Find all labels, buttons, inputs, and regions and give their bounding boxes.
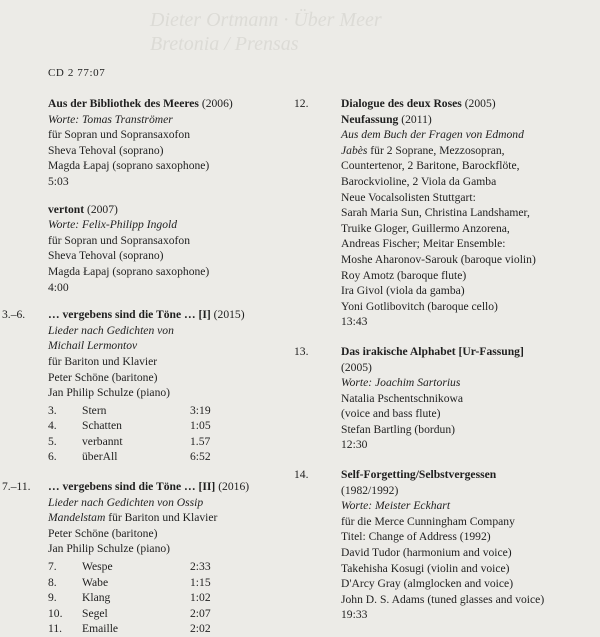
credit-line: Takehisha Kosugi (violin and voice): [341, 561, 510, 575]
bleed-through-line: Bretonia / Prensas: [150, 33, 299, 55]
track-row: 5. verbannt 1.57: [48, 434, 211, 448]
duration: 4:00: [48, 280, 69, 294]
track-entry: [2, 307, 293, 465]
instrumentation: Jabès für 2 Soprane, Mezzosopran,: [341, 143, 505, 157]
duration: 13:43: [341, 315, 368, 329]
track-number: 7.–11.: [2, 480, 31, 494]
cd-header: CD 2 77:07: [48, 67, 106, 79]
performer: Sheva Tehoval (soprano): [48, 143, 164, 157]
track-entry: [2, 479, 293, 637]
lyricist: Lieder nach Gedichten von: [48, 323, 174, 337]
work-title: vertont (2007): [48, 202, 118, 216]
right-column: [294, 96, 576, 623]
duration: 19:33: [341, 608, 368, 622]
bleed-through-line: Dieter Ortmann · Über Meer: [150, 9, 382, 31]
track-row: 8. Wabe 1:15: [48, 575, 211, 589]
lyricist: Aus dem Buch der Fragen von Edmond: [341, 128, 524, 142]
lyricist: Worte: Meister Eckhart: [341, 499, 451, 513]
credit-line: (voice and bass flute): [341, 407, 441, 421]
performer: Jan Philip Schulze (piano): [48, 542, 171, 556]
work-title: Aus der Bibliothek des Meeres (2006): [48, 97, 233, 110]
duration: 5:03: [48, 174, 69, 188]
instrumentation: für Bariton und Klavier: [48, 354, 158, 368]
track-row: 7. Wespe 2:33: [48, 560, 211, 574]
work-title: Self-Forgetting/Selbstvergessen: [341, 468, 497, 482]
track-list: [48, 403, 293, 465]
left-column: [2, 96, 293, 637]
duration: 12:30: [341, 438, 368, 452]
lyricist: Michail Lermontov: [48, 339, 138, 353]
credit-line: Truike Gloger, Guillermo Anzorena,: [341, 221, 510, 235]
credit-line: Sarah Maria Sun, Christina Landshamer,: [341, 206, 530, 220]
credit-line: David Tudor (harmonium and voice): [341, 546, 512, 560]
track-row: 4. Schatten 1:05: [48, 419, 211, 433]
credit-line: Natalia Pschentschnikowa: [341, 391, 464, 405]
work-title: Das irakische Alphabet [Ur-Fassung]: [341, 344, 524, 358]
track-number: 13.: [294, 344, 309, 358]
bleed-through-text: [150, 8, 570, 68]
track-entry: [294, 96, 576, 330]
credit-line: Yoni Gotlibovitch (baroque cello): [341, 299, 498, 313]
work-year: (1982/1992): [341, 483, 399, 497]
work-title: Dialogue des deux Roses (2005): [341, 97, 496, 110]
performer: Magda Łapaj (soprano saxophone): [48, 159, 210, 173]
credit-line: Ira Givol (viola da gamba): [341, 284, 465, 298]
lyricist: Lieder nach Gedichten von Ossip: [48, 495, 204, 509]
credit-line: Roy Amotz (baroque flute): [341, 268, 467, 282]
lyricist: Worte: Joachim Sartorius: [341, 376, 461, 390]
track-row: 9. Klang 1:02: [48, 591, 211, 605]
performer: Peter Schöne (baritone): [48, 526, 158, 540]
credit-line: Countertenor, 2 Baritone, Barockflöte,: [341, 159, 520, 173]
credit-line: Stefan Bartling (bordun): [341, 422, 455, 436]
performer: Peter Schöne (baritone): [48, 370, 158, 384]
track-row: 10. Segel 2:07: [48, 606, 211, 620]
track-row: 6. überAll 6:52: [48, 450, 211, 464]
track-list: [48, 559, 293, 637]
credit-line: für die Merce Cunningham Company: [341, 514, 515, 528]
instrumentation: Mandelstam für Bariton und Klavier: [48, 511, 218, 525]
lyricist: Worte: Tomas Tranströmer: [48, 112, 173, 126]
instrumentation: für Sopran und Sopransaxofon: [48, 128, 191, 142]
track-number: 12.: [294, 97, 309, 110]
credit-line: Neue Vocalsolisten Stuttgart:: [341, 190, 476, 204]
track-entry: [294, 344, 576, 453]
credit-line: Barockvioline, 2 Viola da Gamba: [341, 174, 497, 188]
work-title: … vergebens sind die Töne … [II] (2016): [48, 480, 250, 494]
credit-line: Andreas Fischer; Meitar Ensemble:: [341, 237, 506, 251]
credit-line: Moshe Aharonov-Sarouk (baroque violin): [341, 252, 536, 266]
credit-line: Titel: Change of Address (1992): [341, 530, 491, 544]
track-row: 11. Emaille 2:02: [48, 622, 211, 636]
work-title: … vergebens sind die Töne … [I] (2015): [48, 308, 245, 322]
performer: Sheva Tehoval (soprano): [48, 249, 164, 263]
performer: Magda Łapaj (soprano saxophone): [48, 264, 210, 278]
performer: Jan Philip Schulze (piano): [48, 386, 171, 400]
credit-line: D'Arcy Gray (almglocken and voice): [341, 577, 514, 591]
track-entry: [48, 96, 293, 190]
track-entry: [48, 202, 293, 296]
lyricist: Worte: Felix-Philipp Ingold: [48, 218, 178, 232]
credit-line: John D. S. Adams (tuned glasses and voice): [341, 592, 545, 606]
work-subtitle: Neufassung (2011): [341, 112, 432, 126]
work-year: (2005): [341, 360, 372, 374]
track-number: 3.–6.: [2, 308, 26, 322]
track-entry: [294, 467, 576, 623]
track-row: 3. Stern 3:19: [48, 403, 211, 417]
instrumentation: für Sopran und Sopransaxofon: [48, 233, 191, 247]
track-number: 14.: [294, 468, 309, 482]
